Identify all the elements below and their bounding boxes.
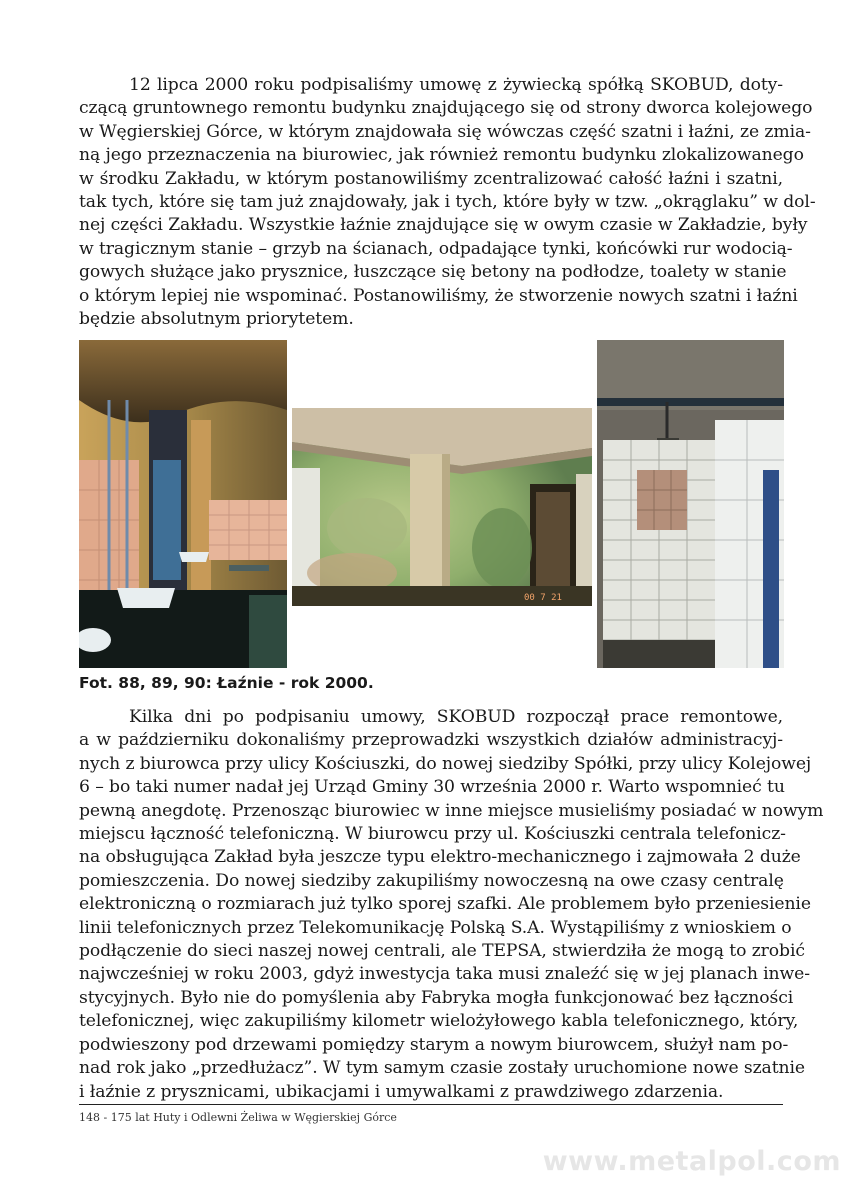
watermark: www.metalpol.com (542, 1146, 841, 1177)
text-line: będzie absolutnym priorytetem. (79, 309, 354, 330)
photo-moldy-room (292, 408, 592, 606)
text-line: Kilka dni po podpisaniu umowy, SKOBUD rozpoczął prace remontowe, (129, 707, 783, 727)
text-line: podłączenie do sieci naszej nowej centrali, ale TEPSA, stwierdziła że mogą to zrobić (79, 941, 805, 962)
text-line: pomieszczenia. Do nowej siedziby zakupiliśmy nowoczesną na owe czasy centralę (79, 870, 784, 891)
photo-date-stamp: 00 7 21 (524, 593, 562, 603)
paragraph-1 (79, 74, 816, 331)
text-line: stycyjnych. Było nie do pomyślenia aby Fabryka mogła funkcjonować bez łączności (79, 987, 794, 1008)
text-line: czącą gruntownego remontu budynku znajdującego się od strony dworca kolejowego (79, 98, 813, 119)
text-line: telefonicznej, więc zakupiliśmy kilometr wielożyłowego kabla telefonicznego, który, (79, 1011, 799, 1032)
text-line: 6 – bo taki numer nadał jej Urząd Gminy 30 września 2000 r. Warto wspomnieć tu (79, 777, 785, 798)
text-line: nad rok jako „przedłużacz”. W tym samym czasie zostały uruchomione nowe szatnie (79, 1058, 805, 1079)
text-line: i łaźnie z prysznicami, ubikacjami i umywalkami z prawdziwego zdarzenia. (79, 1081, 724, 1102)
text-line: nej części Zakładu. Wszystkie łaźnie znajdujące się w owym czasie w Zakładzie, były (79, 215, 808, 236)
text-line: miejscu łączność telefoniczną. W biurowcu przy ul. Kościuszki centrala telefonicz- (79, 824, 786, 845)
text-line: elektroniczną o rozmiarach już tylko sporej szafki. Ale problemem było przeniesienie (79, 894, 811, 915)
photo-caption: Fot. 88, 89, 90: Łaźnie - rok 2000. (79, 674, 374, 692)
text-line: w tragicznym stanie – grzyb na ścianach, odpadające tynki, końcówki rur wodocią- (79, 238, 793, 259)
footer-rule (79, 1104, 783, 1105)
page-footer: 148 - 175 lat Huty i Odlewni Żeliwa w Węgierskiej Górce (79, 1111, 397, 1124)
text-line: tak tych, które się tam już znajdowały, jak i tych, które były w tzw. „okrąglaku” w dol- (79, 192, 816, 213)
text-line: w Węgierskiej Górce, w którym znajdowała się wówczas część szatni i łaźni, ze zmia- (79, 121, 811, 142)
text-line: nych z biurowca przy ulicy Kościuszki, do nowej siedziby Spółki, przy ulicy Kolejowej (79, 753, 812, 774)
text-line: na obsługująca Zakład była jeszcze typu elektro-mechanicznego i zajmowała 2 duże (79, 847, 801, 868)
text-line: podwieszony pod drzewami pomiędzy starym a nowym biurowcem, służył nam po- (79, 1034, 789, 1055)
photo-shower-room (597, 340, 784, 668)
text-line: linii telefonicznych przez Telekomunikację Polską S.A. Wystąpiliśmy z wnioskiem o (79, 917, 792, 938)
text-line: gowych służące jako prysznice, łuszczące się betony na podłodze, toalety w stanie (79, 262, 787, 283)
text-line: 12 lipca 2000 roku podpisaliśmy umowę z żywiecką spółką SKOBUD, doty- (129, 75, 783, 95)
text-line: o którym lepiej nie wspominać. Postanowiliśmy, że stworzenie nowych szatni i łaźni (79, 285, 798, 306)
text-line: a w październiku dokonaliśmy przeprowadzki wszystkich działów administracyj- (79, 730, 783, 751)
paragraph-2 (79, 706, 824, 1104)
text-line: najwcześniej w roku 2003, gdyż inwestycja taka musi znaleźć się w jej planach inwe- (79, 964, 810, 985)
text-line: w środku Zakładu, w którym postanowiliśmy zcentralizować całość łaźni i szatni, (79, 168, 783, 189)
text-line: pewną anegdotę. Przenosząc biurowiec w inne miejsce musieliśmy posiadać w nowym (79, 800, 824, 821)
text-line: ną jego przeznaczenia na biurowiec, jak również remontu budynku zlokalizowanego (79, 145, 804, 166)
photo-bathroom-sinks (79, 340, 287, 668)
